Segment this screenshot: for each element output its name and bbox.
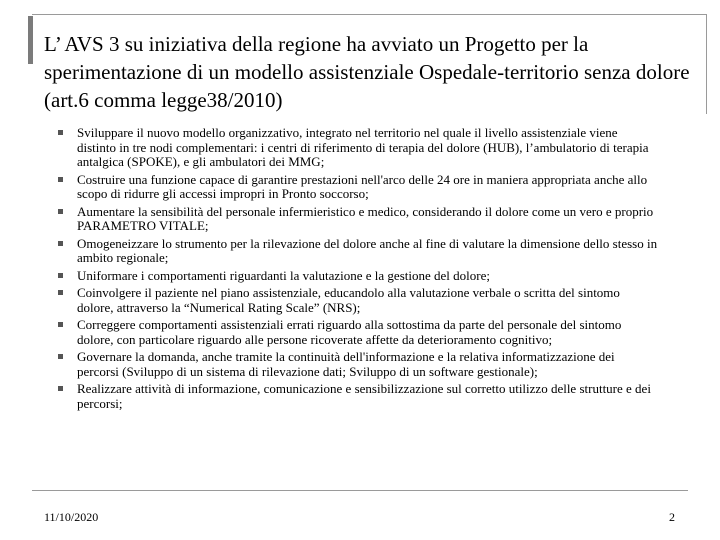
bullet-item <box>58 382 658 411</box>
bullet-list <box>58 126 658 414</box>
bullet-item <box>58 126 658 170</box>
bullet-text: Uniformare i comportamenti riguardanti la valutazione e la gestione del dolore; <box>77 267 490 283</box>
bullet-text: Governare la domanda, anche tramite la continuità dell'informazione e la relativa informatizzazione dei percorsi (Sviluppo di un sistema di rilevazione dati; Sviluppo di un software gestionale); <box>77 349 615 379</box>
slide-title: L’ AVS 3 su iniziativa della regione ha avviato un Progetto per la sperimentazione di un modello assistenziale Ospedale-territorio senza dolore (art.6 comma legge38/2010) <box>44 32 690 112</box>
bullet-square-icon <box>58 354 63 359</box>
bullet-text: Correggere comportamenti assistenziali errati riguardo alla sottostima da parte del personale del sintomo dolore, con particolare riguardo alle persone ricoverate affette da deterioramento cognitivo; <box>77 317 622 347</box>
bullet-item <box>58 173 658 202</box>
footer-divider <box>32 490 688 491</box>
bullet-square-icon <box>58 241 63 246</box>
bullet-square-icon <box>58 130 63 135</box>
bullet-item <box>58 237 658 266</box>
bullet-text: Realizzare attività di informazione, comunicazione e sensibilizzazione sul corretto utilizzo delle strutture e dei percorsi; <box>77 381 651 411</box>
bullet-square-icon <box>58 209 63 214</box>
bullet-item <box>58 286 658 315</box>
bullet-text: Costruire una funzione capace di garantire prestazioni nell'arco delle 24 ore in maniera appropriata anche allo scopo di ridurre gli accessi impropri in Pronto soccorso; <box>77 171 648 201</box>
bullet-item <box>58 205 658 234</box>
bullet-text: Omogeneizzare lo strumento per la rilevazione del dolore anche al fine di valutare la dimensione dello stesso in ambito regionale; <box>77 235 658 265</box>
bullet-item <box>58 318 658 347</box>
bullet-text: Sviluppare il nuovo modello organizzativo, integrato nel territorio nel quale il livello assistenziale viene distinto in tre nodi complementari: i centri di riferimento di terapia del dolore (HUB), l’ambulatorio di terapia antalgica (SPOKE), e gli ambulatori dei MMG; <box>77 125 649 169</box>
bullet-square-icon <box>58 290 63 295</box>
bullet-text: Coinvolgere il paziente nel piano assistenziale, educandolo alla valutazione verbale o scritta del sintomo dolore, attraverso la “Numerical Rating Scale” (NRS); <box>77 285 620 315</box>
footer-date: 11/10/2020 <box>44 510 99 524</box>
bullet-square-icon <box>58 386 63 391</box>
bullet-square-icon <box>58 322 63 327</box>
page-number: 2 <box>669 510 675 524</box>
bullet-square-icon <box>58 177 63 182</box>
frame-right-line <box>706 14 707 114</box>
bullet-square-icon <box>58 273 63 278</box>
bullet-item <box>58 350 658 379</box>
bullet-item <box>58 269 658 284</box>
title-accent-bar <box>28 16 33 64</box>
bullet-text: Aumentare la sensibilità del personale infermieristico e medico, considerando il dolore come un vero e proprio PARAMETRO VITALE; <box>77 203 654 233</box>
frame-top-line <box>32 14 706 15</box>
